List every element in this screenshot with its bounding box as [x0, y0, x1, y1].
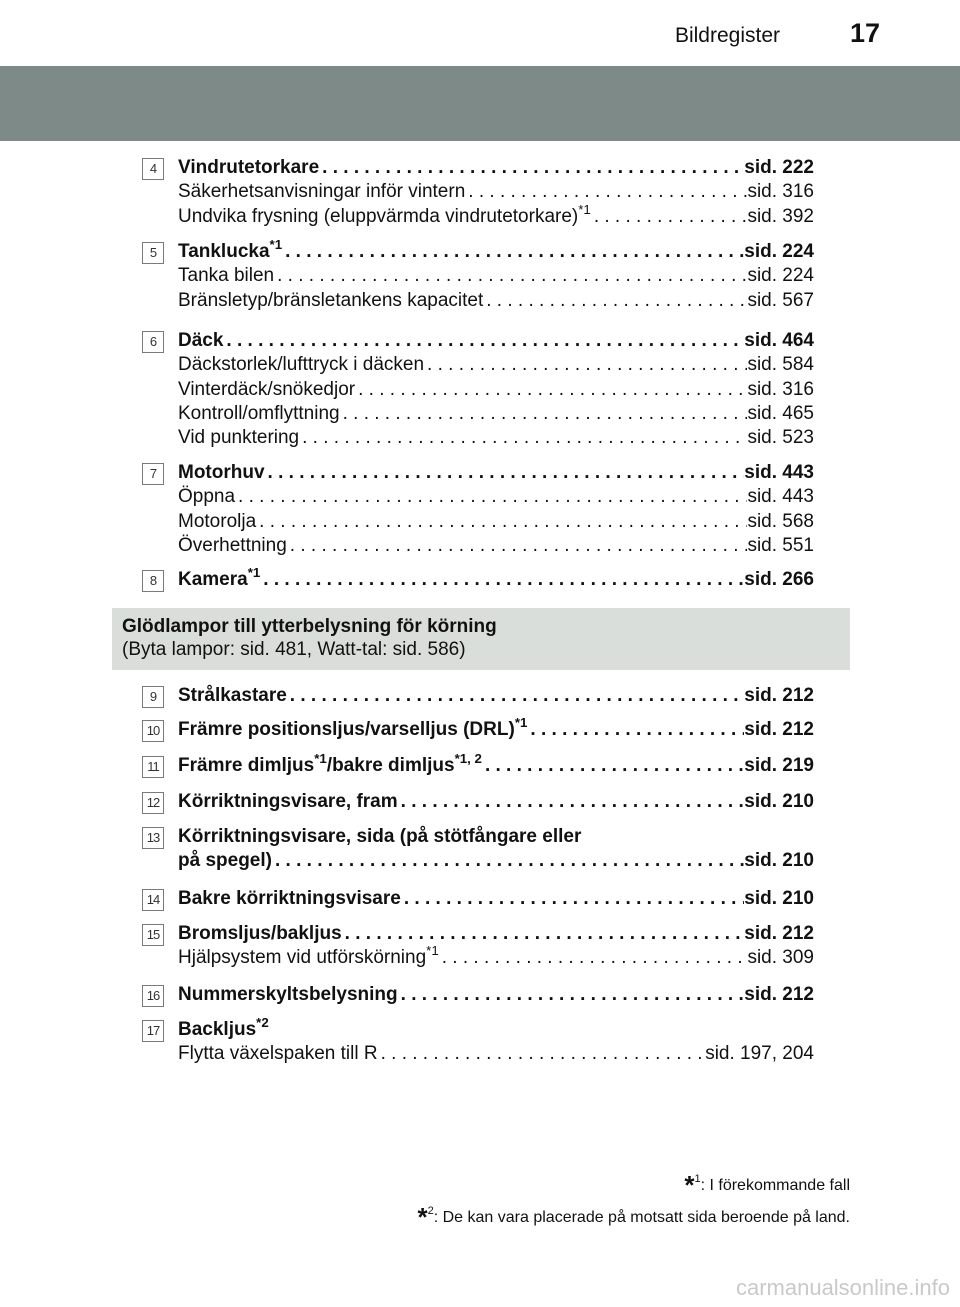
page-reference: sid. 443: [744, 462, 814, 483]
dot-leader: [274, 264, 747, 288]
page-reference: sid. 197, 204: [705, 1043, 814, 1065]
dot-leader: [465, 180, 747, 204]
entry-heading: [178, 922, 814, 946]
entry-number-badge: 13: [142, 827, 164, 849]
entry-label: Vid punktering: [178, 427, 300, 449]
entry-label: Främre positionsljus/varselljus (DRL)$^{*1}$: [178, 715, 528, 740]
dot-leader: [235, 485, 747, 509]
page-reference: sid. 464: [744, 330, 814, 351]
entry-label: Undvika frysning (eluppvärmda vindrutetorkare)$^{*1}$: [178, 201, 591, 227]
page-reference: sid. 392: [747, 205, 814, 227]
footnote-marker: *1: [426, 943, 439, 959]
dot-leader: [340, 402, 748, 426]
page-reference: sid. 523: [747, 427, 814, 449]
page-reference: sid. 219: [744, 755, 814, 776]
entry-heading: [178, 983, 814, 1007]
entry-label: Tanka bilen: [178, 265, 275, 287]
dot-leader: [256, 510, 747, 534]
page-reference: sid. 584: [747, 354, 814, 376]
entry-label: Flytta växelspaken till R: [178, 1043, 378, 1065]
entry-heading: [178, 1015, 814, 1042]
page-reference: sid. 568: [747, 510, 814, 532]
entry-subitem: [178, 534, 814, 558]
footnote-marker: *1: [578, 201, 591, 217]
entry-label: Vinterdäck/snökedjor: [178, 378, 356, 400]
dot-leader: [398, 983, 745, 1007]
dot-leader: [287, 684, 744, 708]
entry-heading: [178, 237, 814, 264]
page-reference: sid. 222: [744, 157, 814, 178]
page-reference: sid. 212: [744, 923, 814, 944]
dot-leader: [299, 426, 747, 450]
footnote: *$^1$: I förekommande fall: [684, 1170, 850, 1200]
entry-label: Hjälpsystem vid utförskörning$^{*1}$: [178, 943, 439, 969]
entry-number-badge: 8: [142, 570, 164, 592]
dot-leader: [355, 378, 747, 402]
footnote-marker: *1: [314, 751, 327, 767]
watermark: carmanualsonline.info: [735, 1275, 950, 1300]
entry-heading: [178, 751, 814, 778]
entry-label: Bränsletyp/bränsletankens kapacitet: [178, 289, 484, 311]
entry-label: Främre dimljus$^{*1}$/bakre dimljus$^{*1, 2}$: [178, 751, 482, 776]
entry-number-badge: 12: [142, 792, 164, 814]
footnote-marker: *1: [269, 237, 283, 253]
entry-label: Däckstorlek/lufttryck i däcken: [178, 354, 425, 376]
header-band: [0, 66, 960, 141]
entry-heading: [178, 156, 814, 180]
page-reference: sid. 212: [744, 685, 814, 706]
dot-leader: [439, 946, 748, 970]
footnote-marker: *1: [247, 565, 261, 581]
entry-label: Vindrutetorkare: [178, 157, 320, 178]
dot-leader: [401, 887, 744, 911]
entry-number-badge: 7: [142, 463, 164, 485]
page-reference: sid. 316: [747, 378, 814, 400]
header-title: Bildregister: [674, 24, 780, 47]
entry-subitem: [178, 353, 814, 377]
dot-leader: [378, 1042, 706, 1066]
entry-label: Tanklucka$^{*1}$: [178, 237, 283, 262]
dot-leader: [287, 534, 748, 558]
entry-label: Körriktningsvisare, sida (på stötfångare eller: [178, 826, 582, 847]
footnote-marker: *1: [514, 715, 528, 731]
entry-subitem: [178, 510, 814, 534]
dot-leader: [424, 353, 747, 377]
dot-leader: [591, 205, 748, 229]
dot-leader: [260, 568, 744, 592]
entry-label: Säkerhetsanvisningar inför vintern: [178, 181, 466, 203]
entry-subitem: [178, 289, 814, 313]
entry-number-badge: 11: [142, 756, 164, 778]
page-reference: sid. 224: [744, 241, 814, 262]
dot-leader: [483, 289, 747, 313]
entry-number-badge: 10: [142, 720, 164, 742]
page-number: 17: [849, 18, 880, 48]
page-reference: sid. 224: [747, 265, 814, 287]
entry-label: Överhettning: [178, 534, 287, 556]
dot-leader: [342, 922, 745, 946]
dot-leader: [398, 790, 745, 814]
page-reference: sid. 210: [744, 791, 814, 812]
entry-label: Bromsljus/bakljus: [178, 923, 342, 944]
entry-heading: [178, 565, 814, 592]
dot-leader: [265, 461, 745, 485]
entry-subitem: [178, 943, 814, 970]
entry-number-badge: 17: [142, 1020, 164, 1042]
entry-number-badge: 6: [142, 331, 164, 353]
entry-number-badge: 15: [142, 924, 164, 946]
entry-subitem: [178, 1042, 814, 1066]
page-reference: sid. 210: [744, 850, 814, 872]
entry-number-badge: 4: [142, 158, 164, 180]
section-subtitle: (Byta lampor: sid. 481, Watt-tal: sid. 586): [122, 639, 466, 660]
page-reference: sid. 266: [744, 569, 814, 590]
page-reference: sid. 551: [747, 534, 814, 556]
entry-subitem: [178, 378, 814, 402]
dot-leader: [282, 240, 744, 264]
page-reference: sid. 465: [747, 402, 814, 424]
entry-number-badge: 5: [142, 242, 164, 264]
footnote-marker: *2: [256, 1015, 269, 1031]
entry-subitem: [178, 485, 814, 509]
footnote-marker: *1, 2: [454, 751, 482, 767]
entry-heading: [178, 887, 814, 911]
section-title: Glödlampor till ytterbelysning för körning: [122, 616, 497, 637]
section-heading: [112, 608, 850, 670]
page-reference: sid. 210: [744, 888, 814, 909]
entry-heading: [178, 715, 814, 742]
entry-label: Körriktningsvisare, fram: [178, 791, 398, 812]
entry-heading: [178, 461, 814, 485]
entry-label: Strålkastare: [178, 685, 287, 706]
entry-label: Backljus$^{*2}$: [178, 1015, 269, 1040]
dot-leader: [527, 718, 744, 742]
entry-heading: [178, 684, 814, 708]
page-reference: sid. 212: [744, 984, 814, 1005]
entry-label: Däck: [178, 330, 224, 351]
entry-subitem: [178, 264, 814, 288]
dot-leader: [223, 329, 744, 353]
page-reference: sid. 567: [747, 289, 814, 311]
page-reference: sid. 309: [747, 947, 814, 969]
entry-label: Kamera$^{*1}$: [178, 565, 261, 590]
footnote: *$^2$: De kan vara placerade på motsatt sida beroende på land.: [417, 1202, 850, 1232]
dot-leader: [272, 849, 744, 873]
entry-label: Kontroll/omflyttning: [178, 402, 340, 424]
entry-heading: [178, 825, 814, 849]
entry-heading: [178, 849, 814, 873]
dot-leader: [482, 754, 744, 778]
entry-subitem: [178, 180, 814, 204]
page-reference: sid. 316: [747, 181, 814, 203]
dot-leader: [319, 156, 744, 180]
entry-label: Öppna: [178, 486, 236, 508]
entry-subitem: [178, 201, 814, 229]
entry-subitem: [178, 426, 814, 450]
entry-heading: [178, 790, 814, 814]
entry-number-badge: 9: [142, 686, 164, 708]
entry-label: Motorolja: [178, 510, 257, 532]
entry-label: Bakre körriktningsvisare: [178, 888, 401, 909]
entry-heading: [178, 329, 814, 353]
page-reference: sid. 443: [747, 486, 814, 508]
footnotes: [417, 1168, 850, 1232]
entry-number-badge: 14: [142, 889, 164, 911]
entry-label: Nummerskyltsbelysning: [178, 984, 398, 1005]
entry-label: på spegel): [178, 850, 272, 872]
entry-label: Motorhuv: [178, 462, 265, 483]
page-reference: sid. 212: [744, 719, 814, 740]
entry-number-badge: 16: [142, 985, 164, 1007]
entry-subitem: [178, 402, 814, 426]
